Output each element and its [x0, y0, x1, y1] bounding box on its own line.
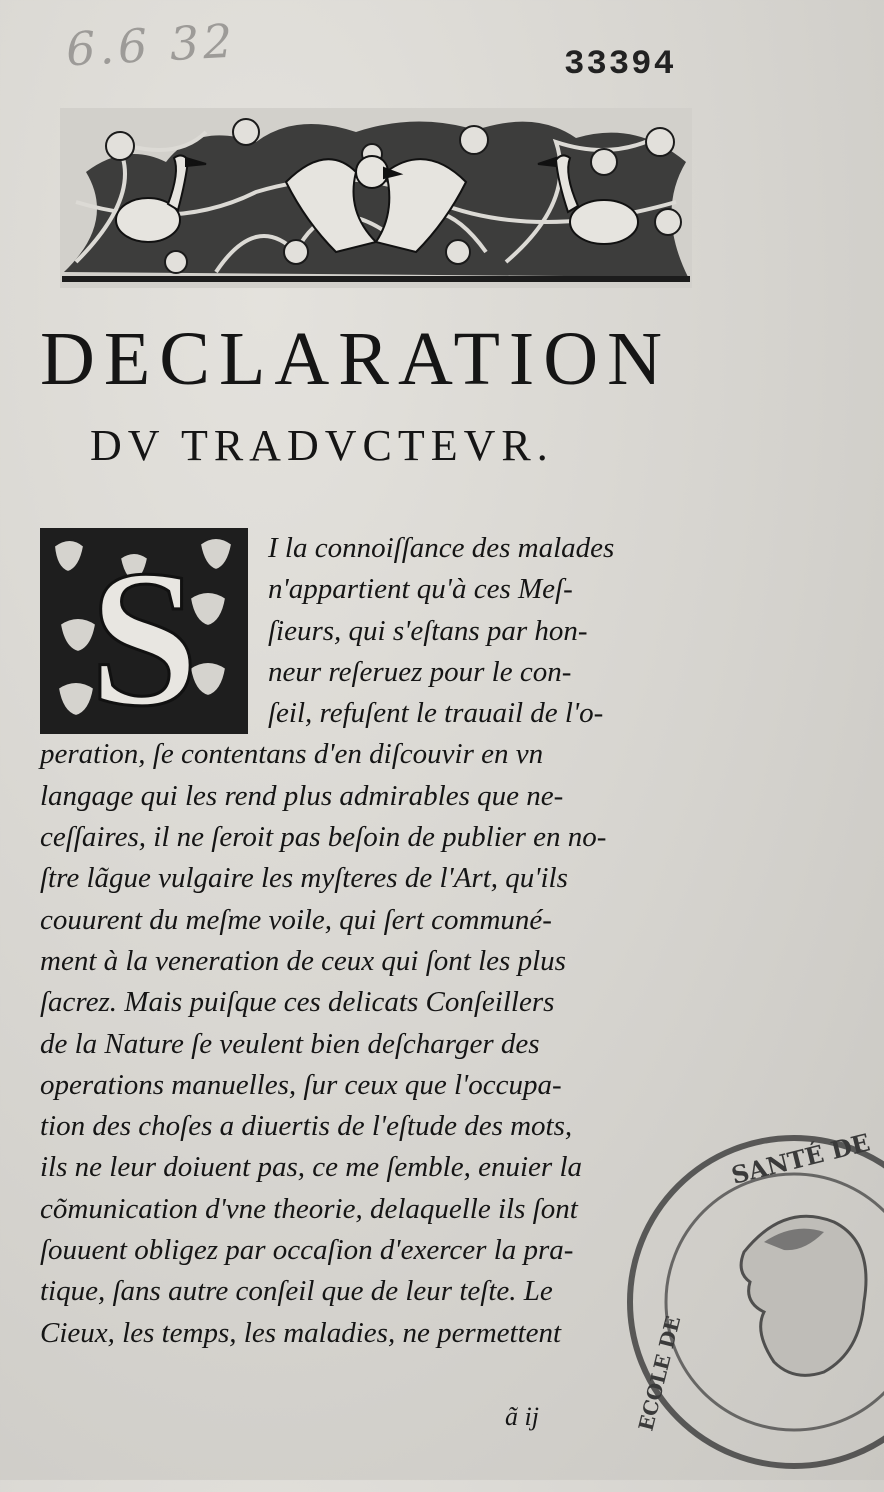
text-line: ment à la veneration de ceux qui ſont les plus: [40, 944, 566, 977]
text-line: ſieurs, qui s'eſtans par hon-: [268, 614, 588, 647]
body-text: [40, 528, 720, 1354]
catalog-number: 33394: [563, 46, 676, 84]
library-stamp: [624, 1127, 884, 1492]
text-line: couurent du meſme voile, qui ſert communé-: [40, 903, 552, 936]
text-line: ceſſaires, il ne ſeroit pas beſoin de publier en no-: [40, 821, 607, 854]
signature-mark: ã ij: [505, 1402, 539, 1431]
text-line: n'appartient qu'à ces Meſ-: [268, 573, 573, 606]
text-line: Cieux, les temps, les maladies, ne permettent: [40, 1316, 562, 1349]
text-line: cõmunication d'vne theorie, delaquelle ils ſont: [40, 1192, 578, 1225]
text-line: ſouuent obligez par occaſion d'exercer la pra-: [40, 1234, 574, 1267]
handwritten-shelfmark: 6.6 32: [64, 13, 238, 77]
text-line: peration, ſe contentans d'en diſcouvir en vn: [40, 738, 544, 771]
text-line: ils ne leur doiuent pas, ce me ſemble, enuier la: [40, 1151, 583, 1184]
text-line: neur reſeruez pour le con-: [268, 655, 572, 688]
page-subtitle: DV TRADVCTEVR.: [90, 421, 554, 470]
text-line: ſeil, refuſent le trauail de l'o-: [268, 697, 604, 730]
text-line: tion des choſes a diuertis de l'eſtude des mots,: [40, 1110, 573, 1143]
page-title: DECLARATION: [40, 317, 671, 401]
svg-text:ECOLE DE: ECOLE DE: [633, 1313, 686, 1434]
text-line: operations manuelles, ſur ceux que l'occupa-: [40, 1068, 562, 1101]
svg-text:S: S: [89, 530, 199, 747]
text-line: de la Nature ſe veulent bien deſcharger des: [40, 1027, 540, 1060]
text-line: ſtre lãgue vulgaire les myſteres de l'Art, qu'ils: [40, 862, 568, 895]
text-line: I la connoiſſance des malades: [268, 532, 615, 564]
woodcut-headpiece-ornament: [56, 102, 696, 294]
text-line: tique, ſans autre conſeil que de leur teſte. Le: [40, 1275, 553, 1308]
svg-text:SANTÉ DE: SANTÉ DE: [728, 1127, 873, 1190]
text-line: langage qui les rend plus admirables que ne-: [40, 779, 564, 812]
text-line: ſacrez. Mais puiſque ces delicats Conſeillers: [40, 986, 555, 1019]
